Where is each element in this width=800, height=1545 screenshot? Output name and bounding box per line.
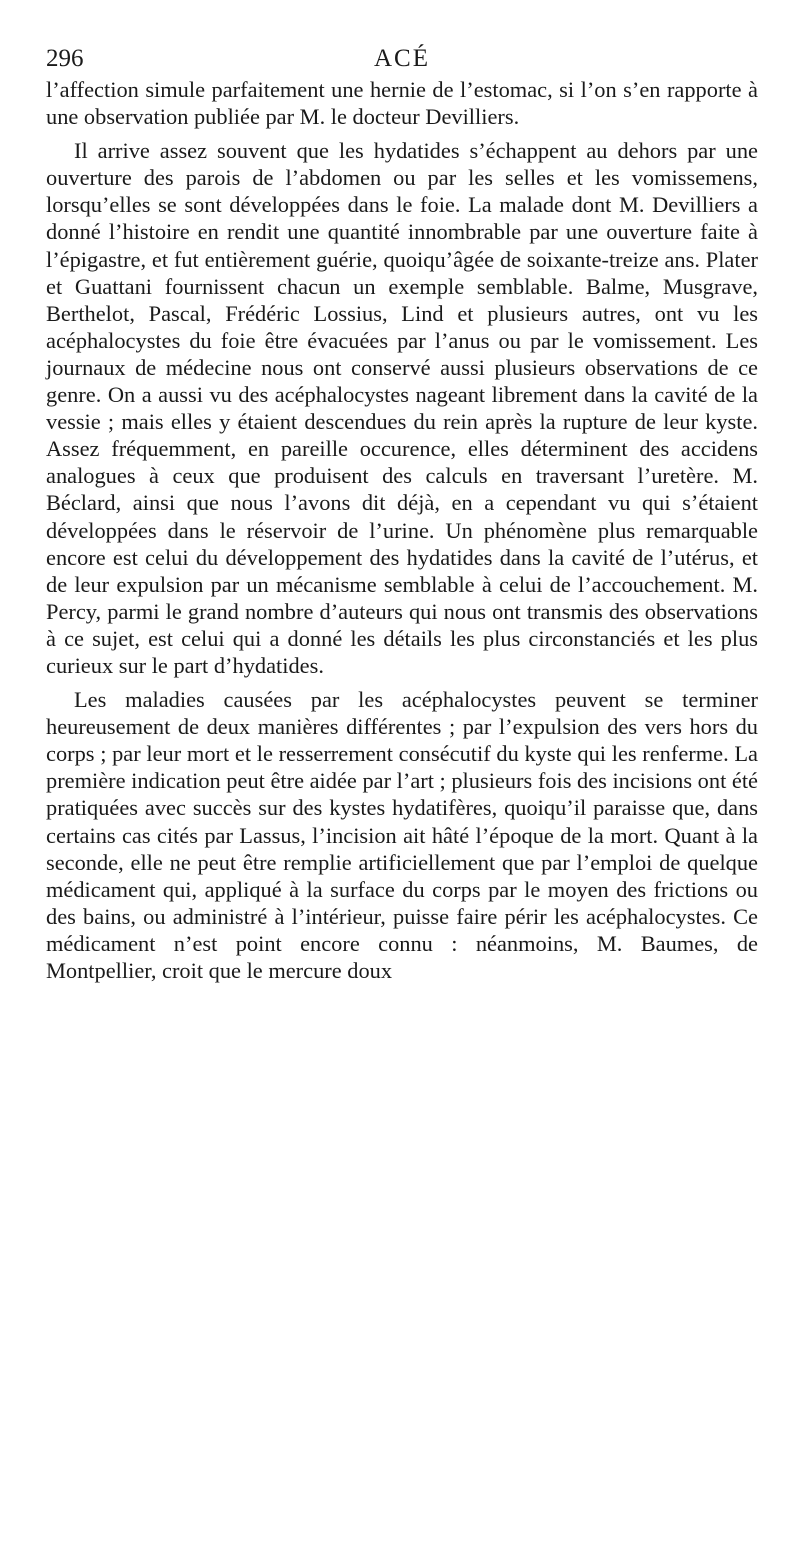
book-page <box>46 42 758 984</box>
paragraph-continuation: l’affection simule parfaitement une hernie de l’estomac, si l’on s’en rapporte à une observation publiée par M. le docteur Devilliers. <box>46 77 758 130</box>
paragraph-treatment: Les maladies causées par les acéphalocystes peuvent se terminer heureusement de deux manières différentes ; par l’expulsion des vers hors du corps ; par leur mort et le resserrement consécutif du kyste qui les renferme. La première indication peut être aidée par l’art ; plusieurs fois des incisions ont été pratiquées avec succès sur des kystes hydatifères, quoiqu’il paraisse que, dans certains cas cités par Lassus, l’incision ait hâté l’époque de la mort. Quant à la seconde, elle ne peut être remplie artificiellement que par l’emploi de quelque médicament qui, appliqué à la surface du corps par le moyen des frictions ou des bains, ou administré à l’intérieur, puisse faire périr les acéphalocystes. Ce médicament n’est point encore connu : néanmoins, M. Baumes, de Montpellier, croit que le mercure doux <box>46 687 758 983</box>
paragraph-hydatid-evacuation: Il arrive assez souvent que les hydatides s’échappent au dehors par une ouverture des parois de l’abdomen ou par les selles et les vomissemens, lorsqu’elles se sont développées dans le foie. La malade dont M. Devilliers a donné l’histoire en rendit une quantité innombrable par une ouverture faite à l’épigastre, et fut entièrement guérie, quoiqu’âgée de soixante-treize ans. Plater et Guattani fournissent chacun un exemple semblable. Balme, Musgrave, Berthelot, Pascal, Frédéric Lossius, Lind et plusieurs autres, ont vu les acéphalocystes du foie être évacuées par l’anus ou par le vomissement. Les journaux de médecine nous ont conservé aussi plusieurs observations de ce genre. On a aussi vu des acéphalocystes nageant librement dans la cavité de la vessie ; mais elles y étaient descendues du rein après la rupture de leur kyste. Assez fréquemment, en pareille occurence, elles déterminent des accidens analogues à ceux que produisent des calculs en traversant l’uretère. M. Béclard, ainsi que nous l’avons dit déjà, en a cependant vu qui s’étaient développées dans le réservoir de l’urine. Un phénomène plus remarquable encore est celui du développement des hydatides dans la cavité de l’utérus, et de leur expulsion par un mécanisme semblable à celui de l’accouchement. M. Percy, parmi le grand nombre d’auteurs qui nous ont transmis des observations à ce sujet, est celui qui a donné les détails les plus circonstanciés et les plus curieux sur le part d’hydatides. <box>46 138 758 678</box>
body-text <box>46 76 758 984</box>
running-title: ACÉ <box>374 45 430 72</box>
page-header <box>46 42 758 76</box>
page-number: 296 <box>46 45 84 72</box>
